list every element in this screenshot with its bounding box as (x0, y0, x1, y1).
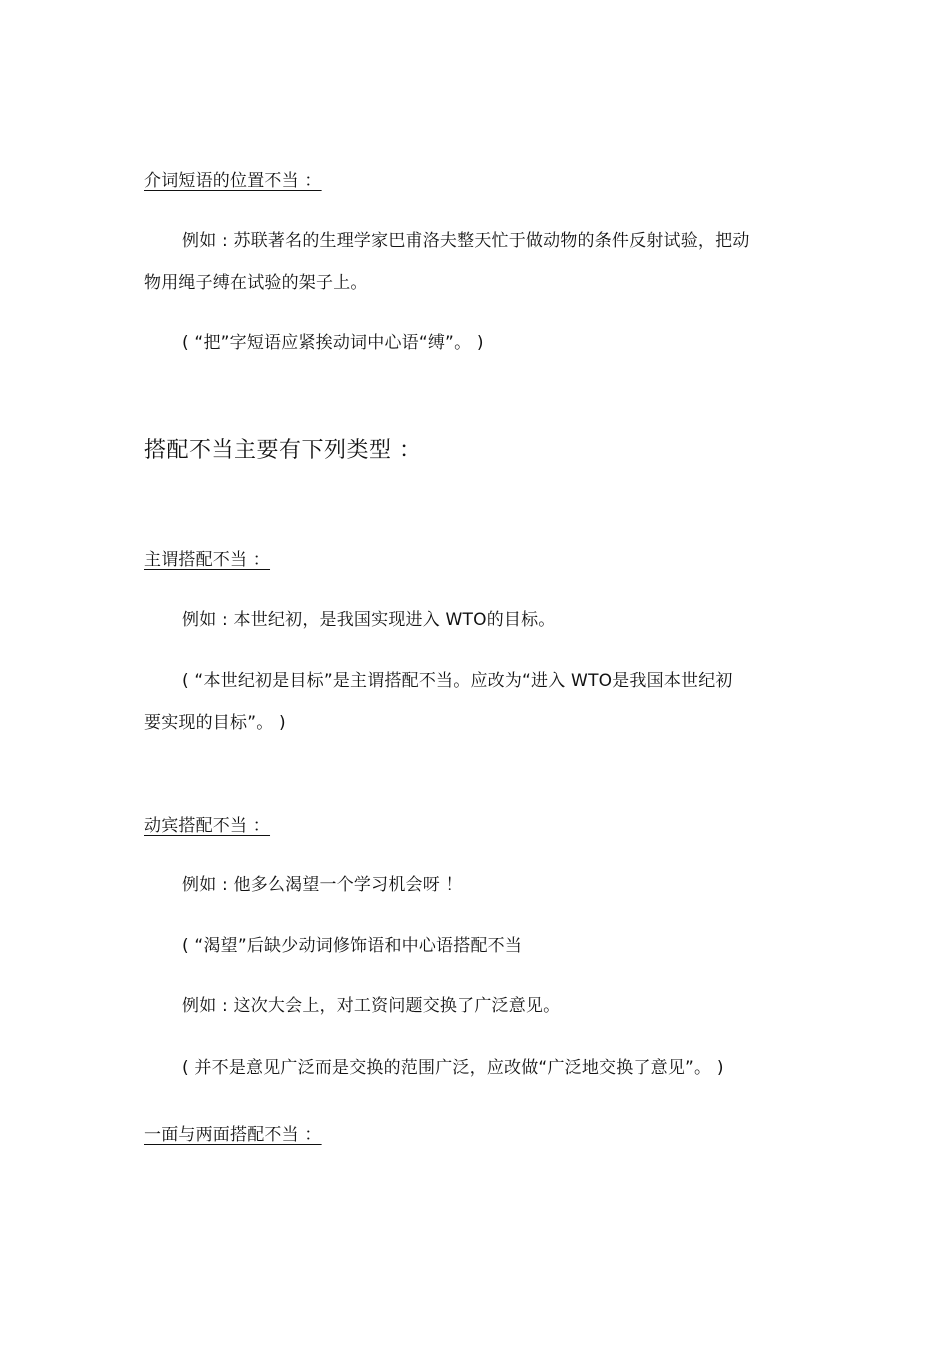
section-heading-verb-object: 动宾搭配不当 ： (144, 816, 271, 836)
example-text: 例如 : 本世纪初，是我国实现进入 WTO的目标。 (182, 610, 556, 630)
example-text-1: 例如 : 他多么渴望一个学习机会呀 ！ (182, 875, 463, 895)
main-heading: 搭配不当主要有下列类型 ： (144, 438, 422, 463)
section-heading-subject-predicate: 主谓搭配不当 ： (144, 550, 271, 570)
section-heading-preposition-phrase: 介词短语的位置不当 ： (144, 171, 322, 191)
explanation-note-1: ( “渴望”后缺少动词修饰语和中心语搭配不当 (182, 936, 523, 956)
explanation-note-line-1: ( “本世纪初是目标”是主谓搭配不当。应改为“进入 WTO是我国本世纪初 (182, 671, 733, 691)
explanation-note: ( “把”字短语应紧挨动词中心语“缚”。 ) (182, 333, 484, 353)
example-text-line-1: 例如 : 苏联著名的生理学家巴甫洛夫整天忙于做动物的条件反射试验，把动 (182, 231, 750, 251)
example-text-line-2: 物用绳子缚在试验的架子上。 (144, 273, 368, 293)
explanation-note-line-2: 要实现的目标”。 ) (144, 713, 286, 733)
section-heading-one-two-sided: 一面与两面搭配不当 ： (144, 1125, 322, 1145)
explanation-note-2: ( 并不是意见广泛而是交换的范围广泛，应改做“广泛地交换了意见”。 ) (182, 1058, 724, 1078)
example-text-2: 例如 : 这次大会上，对工资问题交换了广泛意见。 (182, 996, 561, 1016)
